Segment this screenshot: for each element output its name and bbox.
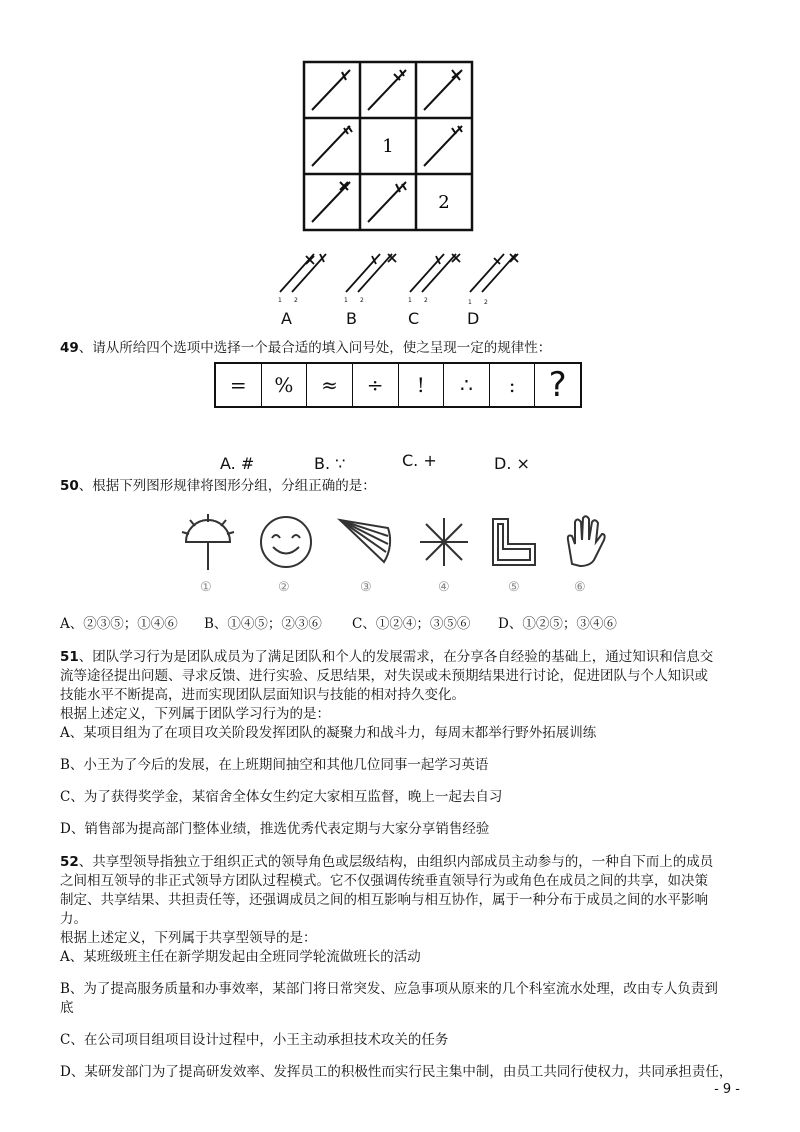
- q51-stem-line-3: 技能水平不断提高，进而实现团队层面知识与技能的相对持久变化。: [60, 687, 465, 703]
- q50-option-a: A、②③⑤；①④⑥: [60, 616, 178, 632]
- q50-figure-asterisk-icon: [416, 514, 472, 570]
- grid-cell-1-label: 1: [382, 136, 394, 157]
- q48-option-b: B: [346, 309, 357, 328]
- q49-option-d: D. ×: [494, 454, 530, 473]
- q50-figure-label: ④: [438, 580, 450, 595]
- svg-text:2: 2: [484, 299, 488, 306]
- q52-number: 52: [60, 854, 79, 870]
- q50-figure-label: ⑤: [508, 580, 520, 595]
- q49-symbol-table: [214, 362, 582, 408]
- q48-option-d: D: [467, 309, 480, 328]
- q52-option-b-line-1: B、为了提高服务质量和办事效率，某部门将日常突发、应急事项从原来的几个科室流水处理，改由专人负责到: [60, 981, 718, 997]
- q50-option-d: D、①②⑤；③④⑥: [498, 616, 617, 632]
- q52-stem-line-2: 之间相互领导的非正式领导方团队过程模式。它不仅强调传统垂直领导行为或角色在成员之间的共享，如决策: [60, 873, 708, 889]
- q51-stem-text: 、团队学习行为是团队成员为了满足团队和个人的发展需求，在分享各自经验的基础上，通过知识和信息交: [78, 649, 714, 665]
- q51-option-c: C、为了获得奖学金，某宿舍全体女生约定大家相互监督，晚上一起去自习: [60, 789, 503, 805]
- q51-option-b: B、小王为了今后的发展，在上班期间抽空和其他几位同事一起学习英语: [60, 757, 489, 773]
- q52-option-c: C、在公司项目组项目设计过程中，小王主动承担技术攻关的任务: [60, 1032, 449, 1048]
- q52-option-d: D、某研发部门为了提高研发效率、发挥员工的积极性而实行民主集中制，由员工共同行使权力，共同承担责任，: [60, 1064, 733, 1080]
- q50-option-b: B、①④⑤；②③⑥: [204, 616, 322, 632]
- symbol-cell: !: [399, 364, 445, 406]
- q50-stem: [60, 477, 376, 496]
- q48-option-a: A: [281, 309, 292, 328]
- svg-text:1: 1: [408, 297, 412, 304]
- q51-stem-line-2: 流等途径提出问题、寻求反馈、进行实验、反思结果，对失误或未预期结果进行讨论，促进团队与个人知识或: [60, 668, 708, 684]
- q52-option-b-line-2: 底: [60, 1000, 74, 1016]
- symbol-cell: ≈: [307, 364, 353, 406]
- q51-option-d: D、销售部为提高部门整体业绩，推选优秀代表定期与大家分享销售经验: [60, 821, 490, 837]
- q50-figure-label: ①: [200, 580, 212, 595]
- q52-stem-line-3: 制定、共享结果、共担责任等，还强调成员之间的相互影响与相互协作，属于一种分布于成员之间的水平影响: [60, 892, 708, 908]
- symbol-cell: =: [216, 364, 262, 406]
- q49-option-a: A. #: [220, 454, 255, 473]
- symbol-cell-question: ?: [548, 365, 567, 405]
- q50-figure-label: ③: [360, 580, 372, 595]
- svg-text:1: 1: [468, 299, 472, 306]
- q52-prompt: 根据上述定义，下列属于共享型领导的是：: [60, 930, 317, 946]
- q51-prompt: 根据上述定义，下列属于团队学习行为的是：: [60, 706, 330, 722]
- q52-stem-line-4: 力。: [60, 911, 87, 927]
- symbol-cell: %: [262, 364, 308, 406]
- q50-number: 50: [60, 478, 79, 494]
- q50-figure-label: ⑥: [574, 580, 586, 595]
- q49-option-c: C. +: [402, 451, 437, 470]
- q50-figure-umbrella-icon: [180, 512, 236, 574]
- q48-option-c: C: [408, 309, 420, 328]
- q51-option-a: A、某项目组为了在项目攻关阶段发挥团队的凝聚力和战斗力，每周末都举行野外拓展训练: [60, 725, 597, 741]
- q48-grid-figure: [302, 60, 474, 232]
- q52-stem-text: 、共享型领导指独立于组织正式的领导角色或层级结构，由组织内部成员主动参与的，一种自下而上的成员: [78, 854, 714, 870]
- q50-figure-hand-icon: [562, 512, 608, 568]
- svg-text:2: 2: [294, 297, 298, 304]
- svg-text:1: 1: [344, 297, 348, 304]
- symbol-cell: :: [490, 364, 536, 406]
- q51-stem-line-1: [60, 648, 713, 667]
- q49-number: 49: [60, 340, 79, 356]
- q49-stem: [60, 339, 551, 358]
- q50-stem-text: 、根据下列图形规律将图形分组，分组正确的是：: [78, 478, 376, 494]
- q51-number: 51: [60, 649, 79, 665]
- q50-figure-label: ②: [278, 580, 290, 595]
- grid-cell-2-label: 2: [438, 192, 450, 213]
- symbol-cell: ÷: [353, 364, 399, 406]
- page-number: - 9 -: [714, 1082, 740, 1097]
- q48-option-figures: [270, 244, 530, 308]
- q52-option-a: A、某班级班主任在新学期发起由全班同学轮流做班长的活动: [60, 949, 421, 965]
- svg-text:1: 1: [278, 297, 282, 304]
- svg-text:2: 2: [360, 297, 364, 304]
- q52-stem-line-1: [60, 853, 713, 872]
- q50-figure-smiley-icon: [258, 514, 314, 570]
- q49-option-b: B. ∵: [314, 454, 346, 473]
- q50-figure-l-shape-icon: [490, 516, 538, 568]
- q50-option-c: C、①②④；③⑤⑥: [352, 616, 471, 632]
- symbol-cell: ∴: [444, 364, 490, 406]
- q50-figure-fan-icon: [336, 514, 392, 570]
- q49-stem-text: 、请从所给四个选项中选择一个最合适的填入问号处，使之呈现一定的规律性：: [78, 340, 552, 356]
- svg-text:2: 2: [424, 297, 428, 304]
